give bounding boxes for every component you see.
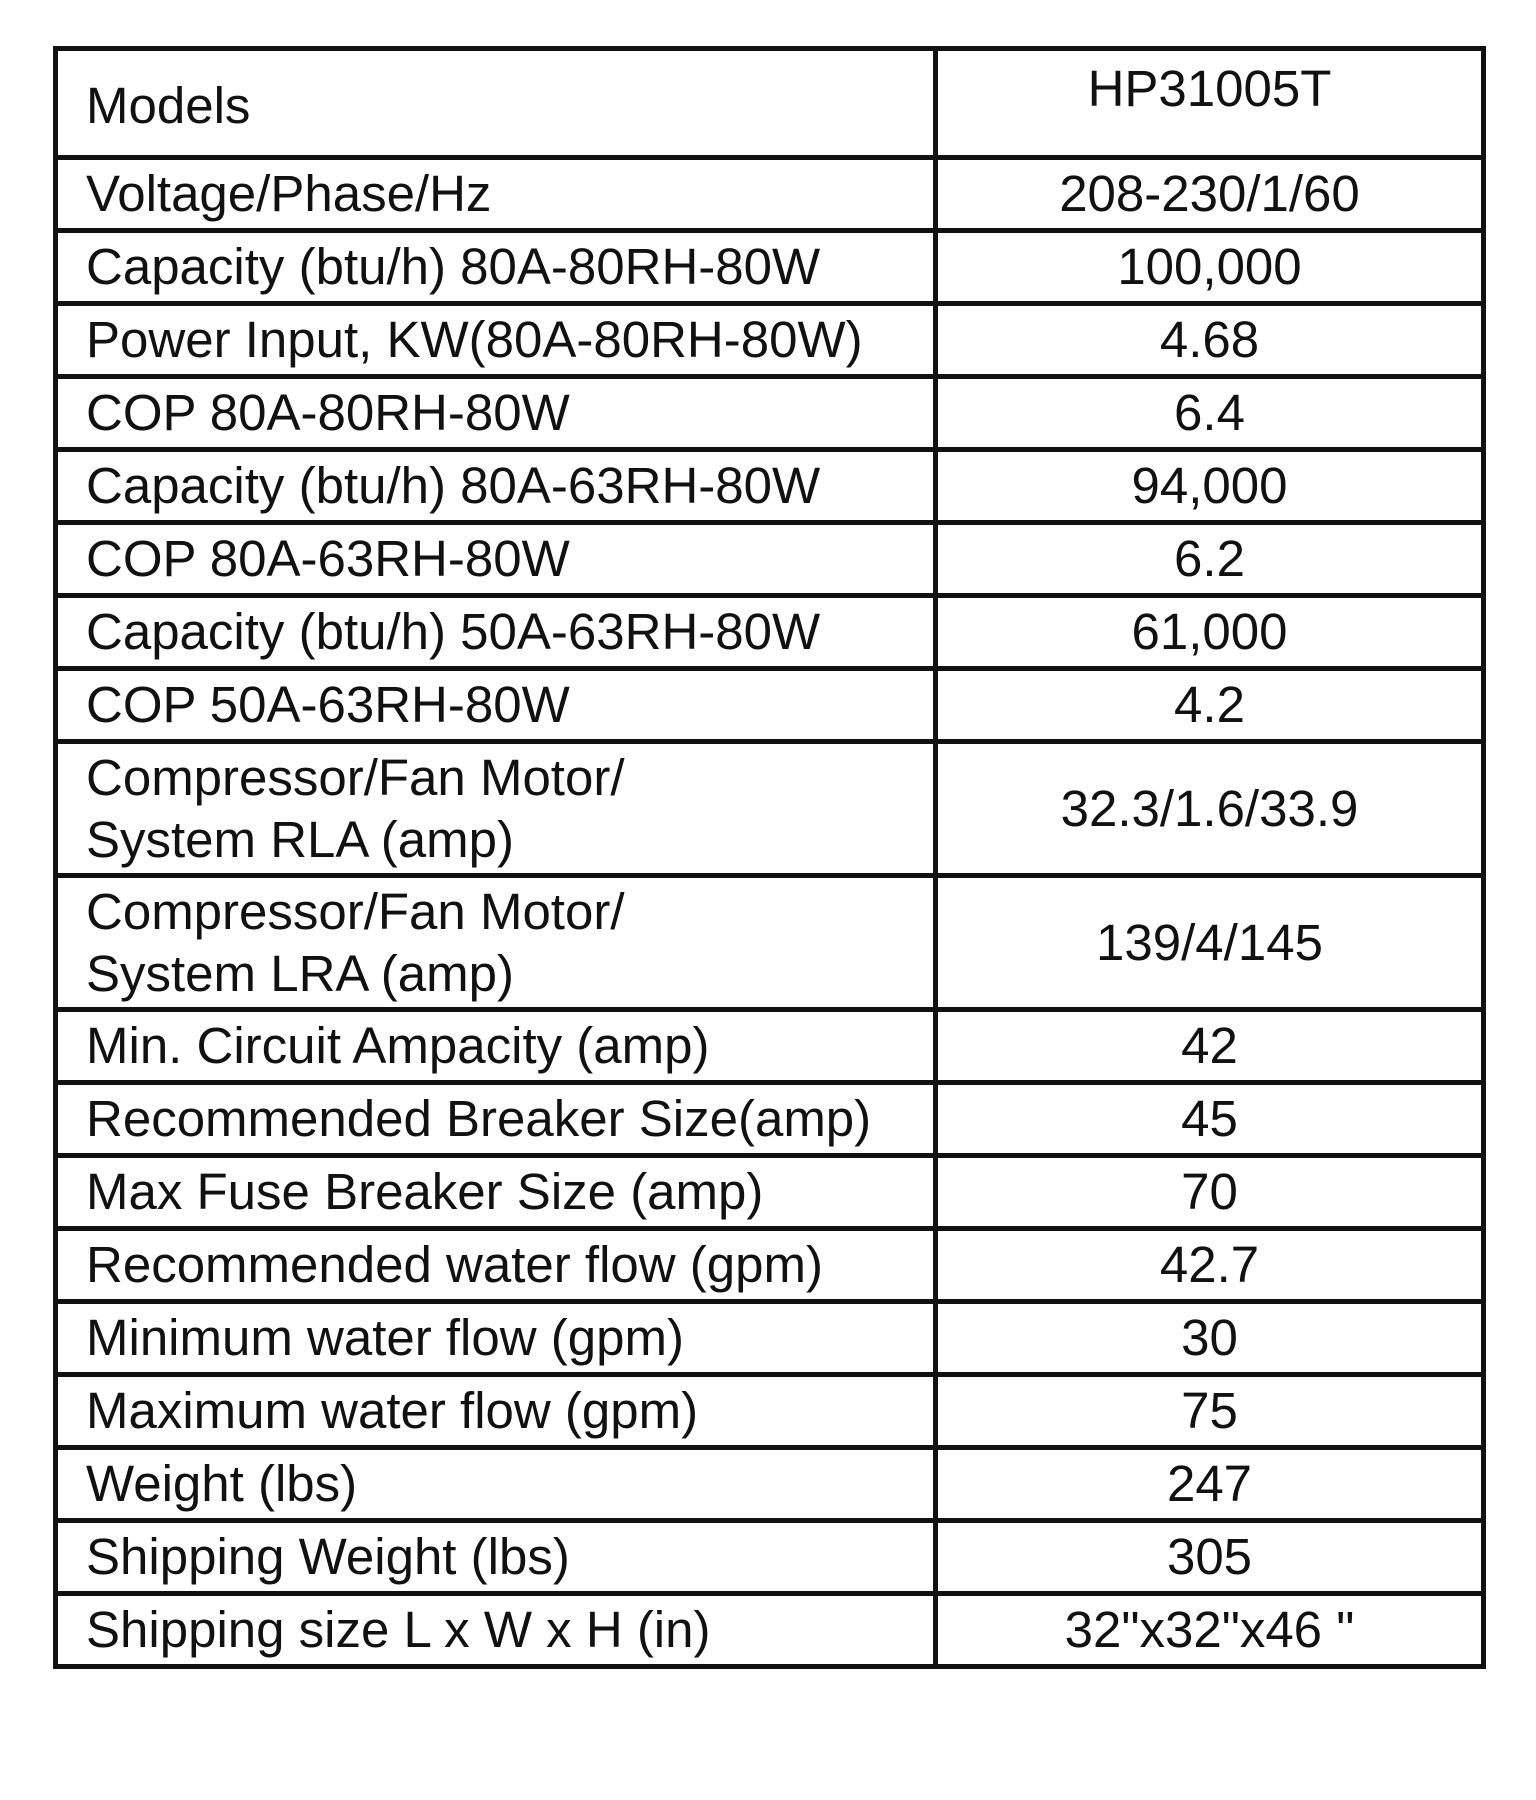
table-row <box>56 1156 1484 1229</box>
row-value: 305 <box>936 1521 1484 1594</box>
row-label: Recommended Breaker Size(amp) <box>56 1083 936 1156</box>
table-row <box>56 231 1484 304</box>
row-value: 6.2 <box>936 523 1484 596</box>
row-value: 4.68 <box>936 304 1484 377</box>
row-label <box>56 742 936 876</box>
table-row <box>56 1375 1484 1448</box>
table-row <box>56 1302 1484 1375</box>
row-value: 4.2 <box>936 669 1484 742</box>
row-label: Power Input, KW(80A-80RH-80W) <box>56 304 936 377</box>
table-row <box>56 523 1484 596</box>
row-value: 30 <box>936 1302 1484 1375</box>
row-value: 208-230/1/60 <box>936 158 1484 231</box>
row-label-line1: Compressor/Fan Motor/ <box>86 882 625 940</box>
row-value: 247 <box>936 1448 1484 1521</box>
row-value: 45 <box>936 1083 1484 1156</box>
row-value: 32.3/1.6/33.9 <box>936 742 1484 876</box>
table-row <box>56 669 1484 742</box>
table-row <box>56 596 1484 669</box>
table-header-row <box>56 49 1484 158</box>
table-row <box>56 742 1484 876</box>
table-row <box>56 304 1484 377</box>
row-label <box>56 876 936 1010</box>
row-value: 100,000 <box>936 231 1484 304</box>
table-row <box>56 450 1484 523</box>
row-label: Capacity (btu/h) 80A-63RH-80W <box>56 450 936 523</box>
row-label: Shipping size L x W x H (in) <box>56 1594 936 1667</box>
row-label: Capacity (btu/h) 80A-80RH-80W <box>56 231 936 304</box>
row-label: COP 50A-63RH-80W <box>56 669 936 742</box>
row-value: 32"x32"x46 " <box>936 1594 1484 1667</box>
row-value: 94,000 <box>936 450 1484 523</box>
row-label-line2: System RLA (amp) <box>86 810 514 868</box>
table-row <box>56 158 1484 231</box>
row-label: COP 80A-63RH-80W <box>56 523 936 596</box>
row-value: 70 <box>936 1156 1484 1229</box>
row-value: 42 <box>936 1010 1484 1083</box>
table-row <box>56 1083 1484 1156</box>
row-label: COP 80A-80RH-80W <box>56 377 936 450</box>
row-value: 61,000 <box>936 596 1484 669</box>
row-label: Shipping Weight (lbs) <box>56 1521 936 1594</box>
row-value: 139/4/145 <box>936 876 1484 1010</box>
row-label: Minimum water flow (gpm) <box>56 1302 936 1375</box>
table-row <box>56 377 1484 450</box>
models-label: Models <box>56 49 936 158</box>
table-row <box>56 876 1484 1010</box>
table-row <box>56 1594 1484 1667</box>
row-value: 42.7 <box>936 1229 1484 1302</box>
row-label-line2: System LRA (amp) <box>86 944 514 1002</box>
spec-table <box>53 46 1486 1669</box>
table-row <box>56 1448 1484 1521</box>
row-label: Voltage/Phase/Hz <box>56 158 936 231</box>
row-label-line1: Compressor/Fan Motor/ <box>86 748 625 806</box>
row-label: Recommended water flow (gpm) <box>56 1229 936 1302</box>
table-row <box>56 1521 1484 1594</box>
row-value: 6.4 <box>936 377 1484 450</box>
row-label: Maximum water flow (gpm) <box>56 1375 936 1448</box>
model-number: HP31005T <box>936 49 1484 158</box>
row-label: Max Fuse Breaker Size (amp) <box>56 1156 936 1229</box>
row-label: Min. Circuit Ampacity (amp) <box>56 1010 936 1083</box>
table-row <box>56 1229 1484 1302</box>
table-row <box>56 1010 1484 1083</box>
row-value: 75 <box>936 1375 1484 1448</box>
row-label: Weight (lbs) <box>56 1448 936 1521</box>
row-label: Capacity (btu/h) 50A-63RH-80W <box>56 596 936 669</box>
